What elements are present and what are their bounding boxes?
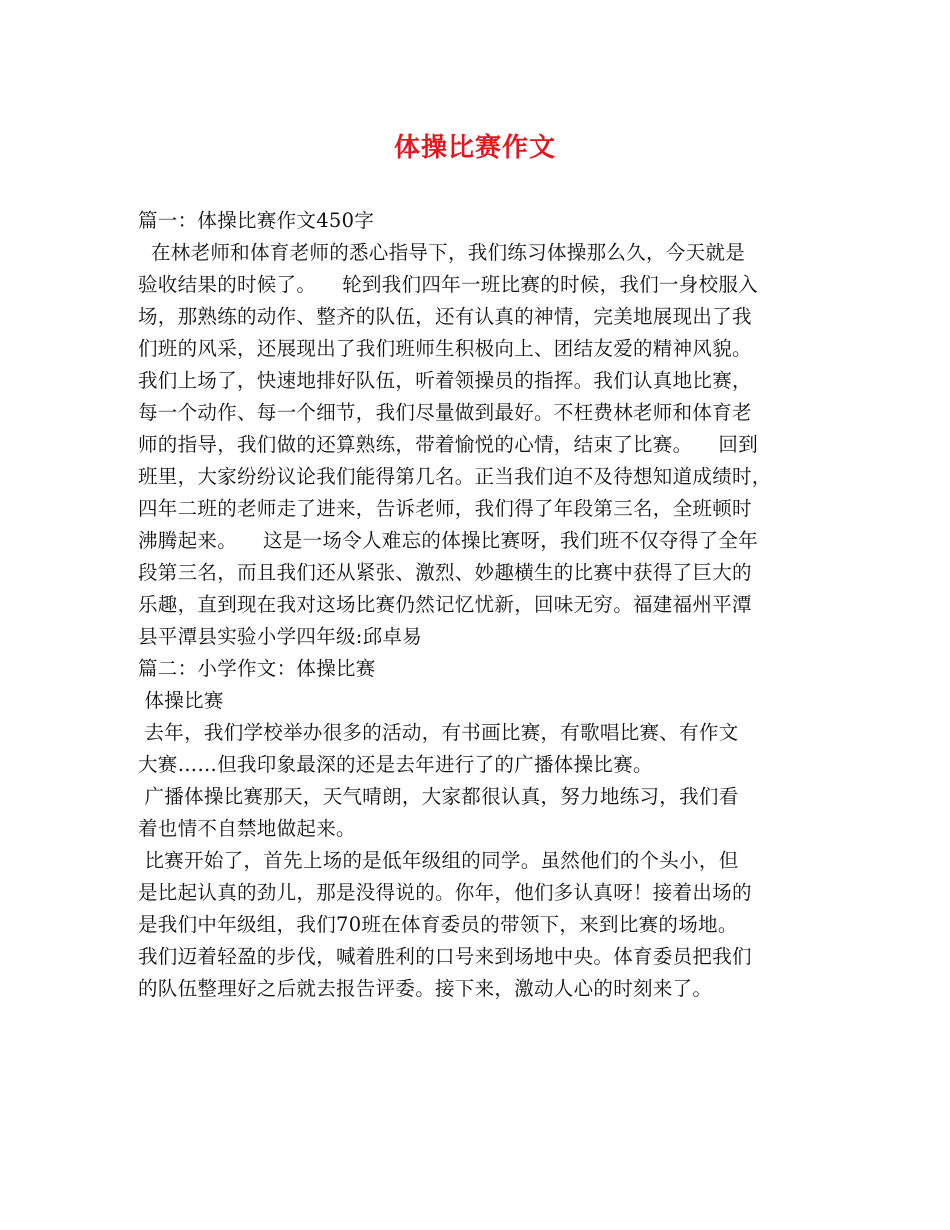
text-line: 体操比赛: [138, 689, 224, 712]
text-line: 我们迈着轻盈的步伐，喊着胜利的口号来到场地中央。体育委员把我们: [138, 945, 752, 968]
text-line: 场，那熟练的动作、整齐的队伍，还有认真的神情，完美地展现出了我: [138, 305, 752, 328]
text-line: 们班的风采，还展现出了我们班师生积极向上、团结友爱的精神风貌。: [138, 337, 752, 360]
text-line: 比赛开始了，首先上场的是低年级组的同学。虽然他们的个头小，但: [138, 849, 739, 872]
text-line: 段第三名，而且我们还从紧张、激烈、妙趣横生的比赛中获得了巨大的: [138, 561, 752, 584]
text-line: 的队伍整理好之后就去报告评委。接下来，激动人心的时刻来了。: [138, 977, 713, 1000]
text-line: 县平潭县实验小学四年级:邱卓易: [138, 625, 423, 648]
text-line: 我们上场了，快速地排好队伍，听着领操员的指挥。我们认真地比赛，: [138, 369, 752, 392]
text-line: 去年，我们学校举办很多的活动，有书画比赛，有歌唱比赛、有作文: [138, 721, 739, 744]
text-line: 是比起认真的劲儿，那是没得说的。你年，他们多认真呀！接着出场的: [138, 881, 752, 904]
text-line: 大赛……但我印象最深的还是去年进行了的广播体操比赛。: [138, 753, 653, 776]
document-title: 体操比赛作文: [393, 133, 556, 163]
text-line: 着也情不自禁地做起来。: [138, 817, 356, 840]
text-line: 广播体操比赛那天，天气晴朗，大家都很认真，努力地练习，我们看: [138, 785, 739, 808]
text-line: 沸腾起来。 这是一场令人难忘的体操比赛呀，我们班不仅夺得了全年: [138, 529, 758, 552]
text-line: 每一个动作、每一个细节，我们尽量做到最好。不枉费林老师和体育老: [138, 401, 752, 424]
text-line: 乐趣，直到现在我对这场比赛仍然记忆忧新，回味无穷。福建福州平潭: [138, 593, 752, 616]
text-line: 篇二：小学作文：体操比赛: [138, 657, 376, 680]
text-line: 篇一：体操比赛作文450字: [138, 209, 375, 232]
text-line: 四年二班的老师走了进来，告诉老师，我们得了年段第三名，全班顿时: [138, 497, 752, 520]
document-body: [138, 205, 828, 1005]
text-line: 在林老师和体育老师的悉心指导下，我们练习体操那么久，今天就是: [138, 241, 745, 264]
text-line: 是我们中年级组，我们70班在体育委员的带领下，来到比赛的场地。: [138, 913, 738, 936]
text-line: 验收结果的时候了。 轮到我们四年一班比赛的时候，我们一身校服入: [138, 273, 758, 296]
text-line: 师的指导，我们做的还算熟练，带着愉悦的心情，结束了比赛。 回到: [138, 433, 758, 456]
text-line: 班里，大家纷纷议论我们能得第几名。正当我们迫不及待想知道成绩时，: [138, 465, 772, 488]
